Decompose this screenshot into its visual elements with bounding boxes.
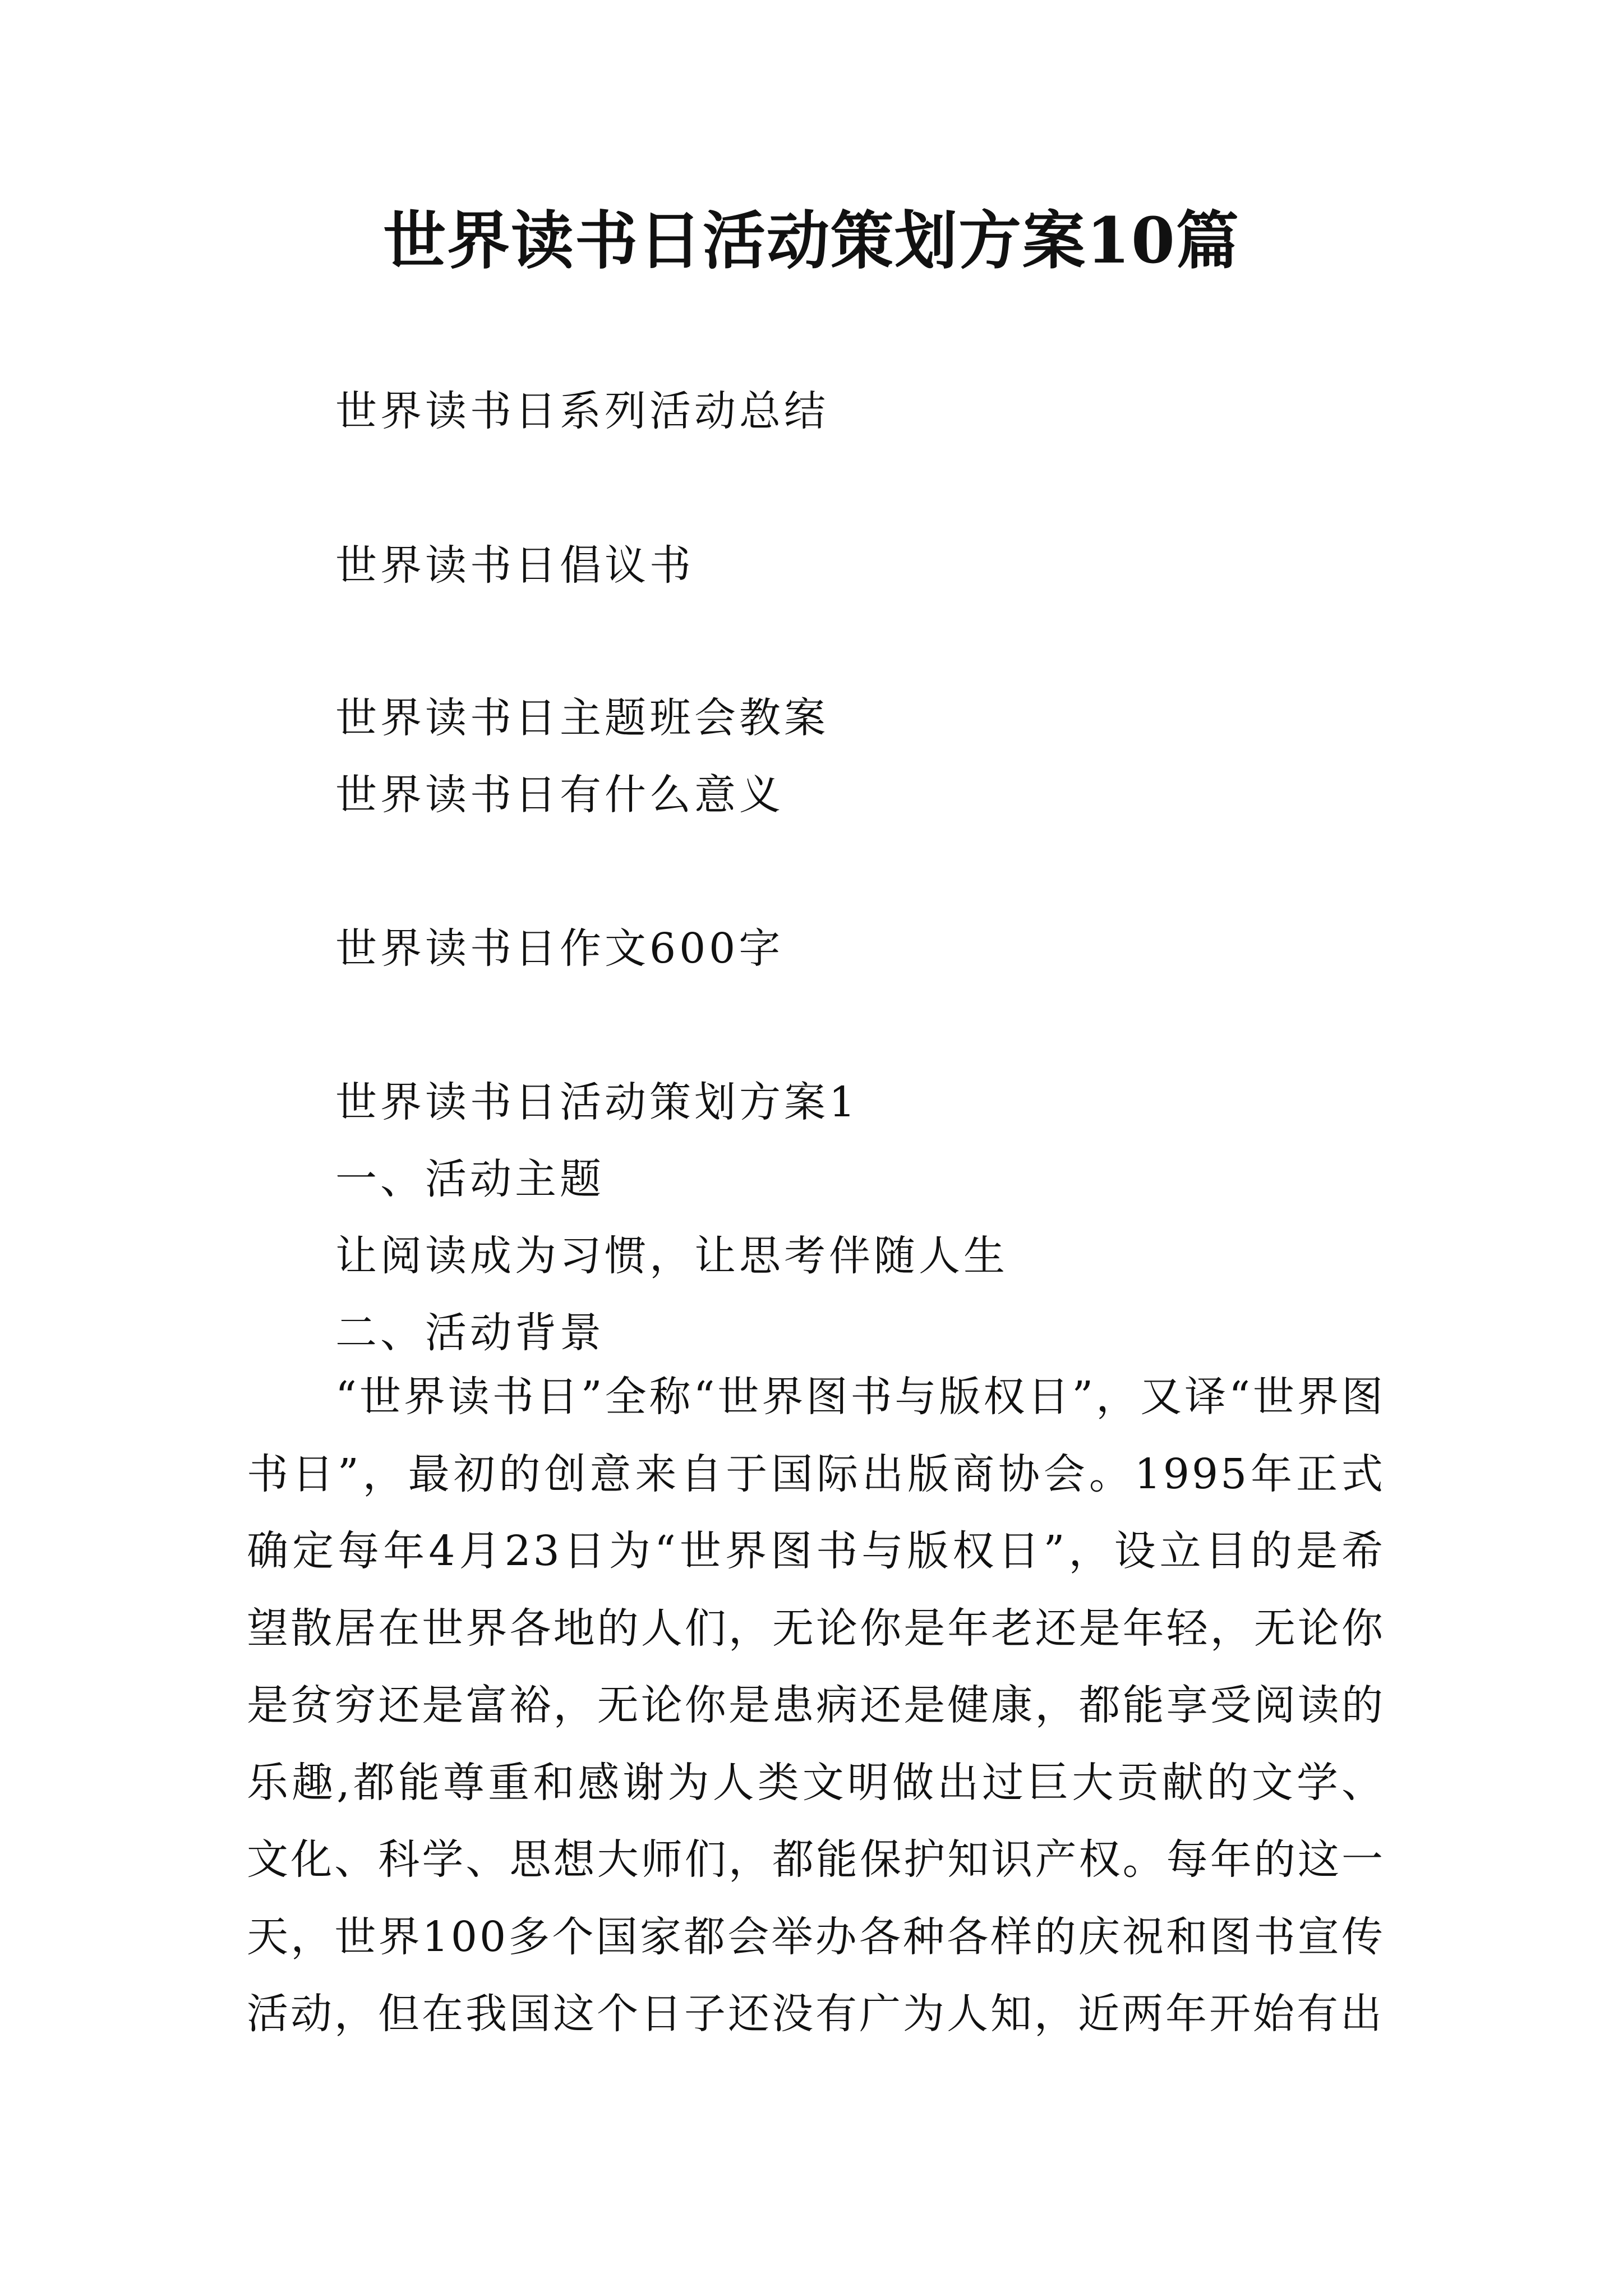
toc-item-proposal: 世界读书日倡议书 [335,541,694,590]
subheading-theme: 一、活动主题 [335,1155,605,1203]
theme-text: 让阅读成为习惯，让思考伴随人生 [335,1232,1008,1280]
background-paragraph-block [247,1359,1385,2053]
toc-item-class-meeting-plan: 世界读书日主题班会教案 [335,694,829,742]
section-heading: 世界读书日活动策划方案1 [335,1078,859,1126]
background-paragraph: “世界读书日”全称“世界图书与版权日”，又译“世界图书日”，最初的创意来自于国际出版商协会。1995年正式确定每年4月23日为“世界图书与版权日”，设立目的是希望散居在世界各地的人们，无论你是年老还是年轻，无论你是贫穷还是富裕，无论你是患病还是健康，都能享受阅读的乐趣,都能尊重和感谢为人类文明做出过巨大贡献的文学、文化、科学、思想大师们，都能保护知识产权。每年的这一天，世界100多个国家都会举办各种各样的庆祝和图书宣传活动，但在我国这个日子还没有广为人知，近两年开始有出 [247,1373,1385,2038]
toc-item-activity-summary: 世界读书日系列活动总结 [335,387,829,435]
subheading-background: 二、活动背景 [335,1309,605,1357]
toc-item-essay: 世界读书日作文600字 [335,924,784,973]
document-title: 世界读书日活动策划方案10篇 [383,204,1240,278]
toc-item-significance: 世界读书日有什么意义 [335,771,784,819]
